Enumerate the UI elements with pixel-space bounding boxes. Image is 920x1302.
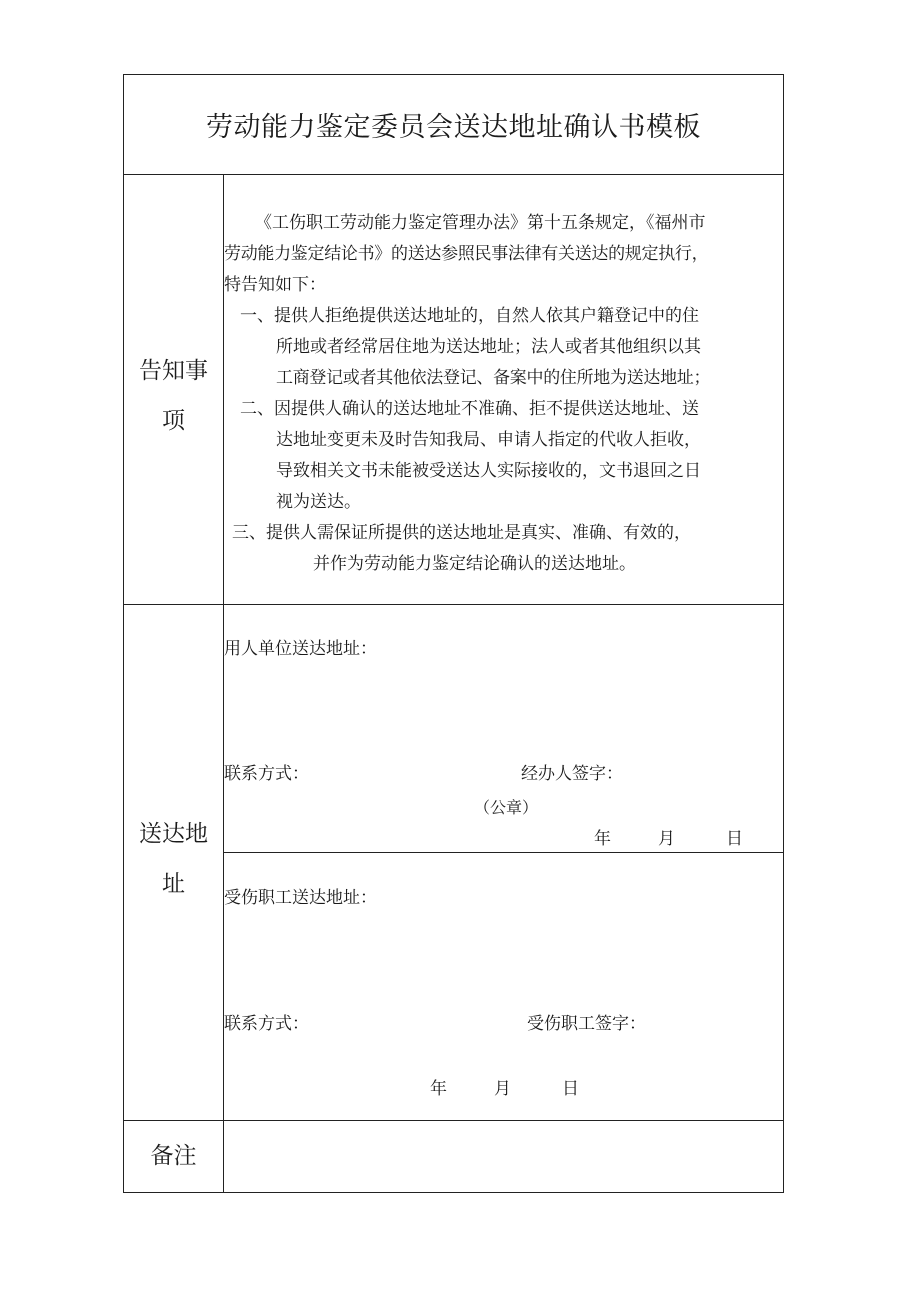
address-label-line1: 送达地 [139,821,208,847]
notice-item2-line4: 视为送达。 [276,492,361,512]
row-divider-employer-worker [223,852,783,853]
notice-item3-line2: 并作为劳动能力鉴定结论确认的送达地址。 [313,554,636,574]
notice-label-line2: 项 [162,408,185,434]
notice-item1-line3: 工商登记或者其他依法登记、备案中的住所地为送达地址； [276,368,711,388]
employer-signature-label: 经办人签字： [521,764,623,784]
notice-item3-line1: 三、提供人需保证所提供的送达地址是真实、准确、有效的， [232,523,691,543]
notice-item2-line3: 导致相关文书未能被受送达人实际接收的，文书退回之日 [276,461,701,481]
remarks-field[interactable] [224,1121,783,1192]
notice-intro-line1: 《工伤职工劳动能力鉴定管理办法》第十五条规定，《福州市 [255,213,706,233]
worker-signature-label: 受伤职工签字： [527,1014,646,1034]
address-label [124,809,223,909]
employer-date-day: 日 [726,829,743,849]
notice-label [124,346,223,446]
document-title: 劳动能力鉴定委员会送达地址确认书模板 [206,112,701,143]
employer-seal-label: （公章） [474,798,539,817]
notice-item2-line1: 二、因提供人确认的送达地址不准确、拒不提供送达地址、送 [240,399,699,419]
worker-date-month: 月 [494,1079,511,1099]
notice-intro-line3: 特告知如下： [224,275,326,295]
notice-label-line1: 告知事 [139,358,208,384]
address-label-line2: 址 [162,871,185,897]
employer-date-month: 月 [658,829,675,849]
employer-date-year: 年 [594,829,611,849]
notice-item2-line2: 达地址变更未及时告知我局、申请人指定的代收人拒收， [276,430,701,450]
notice-intro-line2: 劳动能力鉴定结论书》的送达参照民事法律有关送达的规定执行， [224,244,709,264]
employer-address-label: 用人单位送达地址： [224,639,377,659]
worker-date-year: 年 [430,1079,447,1099]
remarks-label: 备注 [150,1143,197,1169]
employer-contact-label: 联系方式： [224,764,309,784]
notice-item1-line2: 所地或者经常居住地为送达地址；法人或者其他组织以其 [276,337,701,357]
worker-address-label: 受伤职工送达地址： [224,888,377,908]
notice-item1-line1: 一、提供人拒绝提供送达地址的，自然人依其户籍登记中的住 [240,306,699,326]
confirmation-form [123,74,784,1193]
worker-contact-label: 联系方式： [224,1014,309,1034]
worker-date-day: 日 [562,1079,579,1099]
